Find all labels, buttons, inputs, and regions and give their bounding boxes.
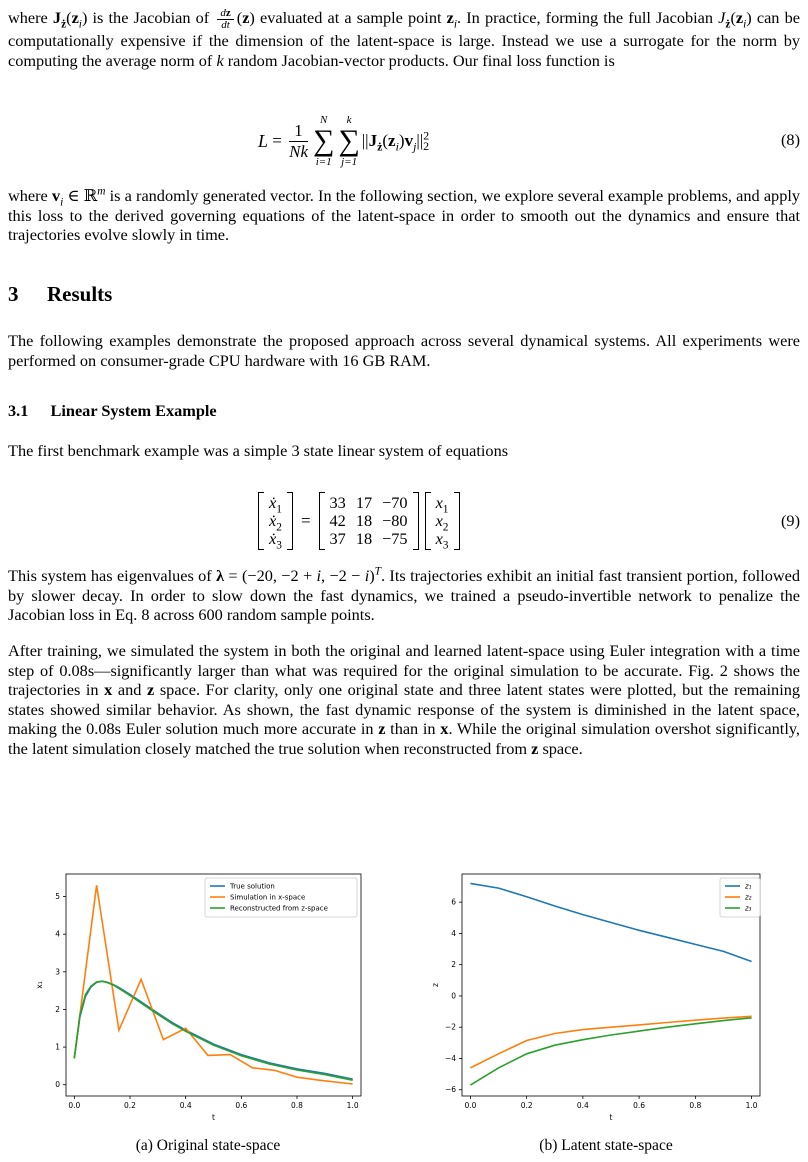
matrix-cell: −75 <box>382 529 408 548</box>
text-span: 0.08 <box>59 660 88 680</box>
series-line-3 <box>74 981 352 1080</box>
text-span: After training, we simulated the system in both the original and learned latent-space using Euler integration with a time step of <box>8 641 800 680</box>
text-span: s Euler solution much more accurate in <box>114 719 374 738</box>
paragraph-linear-system: The first benchmark example was a simple 3 state linear system of equations <box>8 441 509 460</box>
legend-label: Reconstructed from z-space <box>230 904 328 913</box>
x-tick-label: 0.8 <box>291 1101 303 1110</box>
matrix-cell: −80 <box>382 511 408 530</box>
section-number: 3 <box>8 282 19 306</box>
text-span: space. <box>542 738 583 758</box>
series-line-1 <box>470 883 751 961</box>
equation-8: L = $\frac{1}{Nk}$ N ∑ i=1 k ∑ j=1 $||J_ż(z_i)v_j||^2_2$ (8) <box>258 114 800 168</box>
text-span: z <box>147 680 155 699</box>
y-tick-label: 0 <box>55 1080 60 1090</box>
x-axis-label: t <box>212 1113 215 1122</box>
paragraph-results-intro: The following examples demonstrate the proposed approach across several dynamical systems. All experiments were performed on consumer-grade CPU hardware with 16 GB RAM. <box>8 331 800 370</box>
matrix-cell: 18 <box>355 529 373 548</box>
x-tick-label: 0.6 <box>235 1101 248 1110</box>
chart-latent-state-space <box>426 864 766 1126</box>
figure-original-state-space <box>30 864 370 1126</box>
x-tick-label: 0.2 <box>124 1101 136 1110</box>
matrix-cell: −70 <box>382 493 408 512</box>
text-span: random sample points. <box>226 605 375 624</box>
text-span: evaluated at a sample point <box>259 8 442 28</box>
text-span: x <box>104 680 113 699</box>
y-tick-label: 4 <box>451 928 456 938</box>
text-span: . Its trajectories exhibit an initial fast transient portion, followed by slower decay. In order to slow down the fast dynamics, we trained a pseudo-invertible network to penalize the Jacobian loss in Eq. 8 across <box>8 566 800 624</box>
series-line-1 <box>74 981 352 1079</box>
x-tick-label: 0.2 <box>520 1101 533 1110</box>
x-tick-label: 0.0 <box>464 1101 477 1110</box>
legend-label: Simulation in x-space <box>230 893 306 902</box>
matrix-cell: 37 <box>329 529 346 548</box>
caption-a: (a) Original state-space <box>135 1137 281 1154</box>
x-tick-label: 0.6 <box>633 1101 646 1110</box>
x-tick-label: 0.4 <box>179 1101 192 1110</box>
equation-9: ẋ$_1$ ẋ$_2$ ẋ$_3$ = 33 17 −70 42 18 −80 37 18 −75 $x_1$ $x_2$ $x_3$ (9) <box>8 490 800 554</box>
text-span: . While the original simulation overshot significantly, the latent simulation closely matched the true solution when reconstructed from <box>8 719 801 758</box>
text-span: x <box>440 719 449 738</box>
x-tick-label: 0.4 <box>576 1101 589 1110</box>
x-tick-label: 0.8 <box>689 1101 702 1110</box>
y-tick-label: 6 <box>451 897 456 907</box>
equation-number: (9) <box>781 511 800 530</box>
figure-latent-state-space <box>426 864 766 1126</box>
matrix-cell: 33 <box>329 493 346 512</box>
text-span: where <box>8 8 48 28</box>
x-axis-label: t <box>609 1113 613 1122</box>
subsection-title: Linear System Example <box>50 401 217 420</box>
y-tick-label: 3 <box>55 967 60 977</box>
legend-label: z₃ <box>745 904 752 913</box>
y-tick-label: 0 <box>451 991 456 1001</box>
text-span: 0.08 <box>86 719 115 738</box>
x-tick-label: 1.0 <box>346 1101 359 1110</box>
y-tick-label: −6 <box>444 1085 456 1095</box>
paragraph-random-vector: where $v_i$ ∈ ℝ$^m$ is a randomly generated vector. In the following section, we explore several example problems, and apply this loss to the derived governing equations of the latent-space in order to smooth out the dynamics and ensure that trajectories evolve slowly in time. <box>8 185 801 244</box>
text-span: z <box>378 719 386 738</box>
y-tick-label: 5 <box>55 892 60 902</box>
text-span: is a randomly generated vector. In the following section, we explore several example problems, and apply this loss to the derived governing equations of the latent-space in order to smooth out the dynamics and ensure that trajectories evolve slowly in time. <box>8 186 801 244</box>
x-tick-label: 0.0 <box>68 1101 81 1110</box>
equation-number: (8) <box>781 130 800 149</box>
section-title: Results <box>47 282 113 306</box>
text-span: can be computationally expensive if the dimension of the latent-space is large. Instead we use a surrogate for the norm by computing the average norm of <box>8 8 800 70</box>
legend-label: True solution <box>230 882 275 891</box>
text-span: than in <box>390 719 436 738</box>
subsection-number: 3.1 <box>8 401 29 420</box>
y-axis-label: x₁ <box>35 981 44 989</box>
plot-frame <box>462 874 760 1096</box>
paragraph-simulation <box>8 641 800 758</box>
chart-original-state-space <box>30 864 370 1126</box>
legend-label: z₁ <box>745 882 752 891</box>
text-span: space. For clarity, only one original state and three latent states were plotted, but the remaining states showed similar behavior. As shown, the fast dynamic response of the system is diminished in the latent space, making the <box>8 680 800 738</box>
matrix-cell: 42 <box>329 511 346 530</box>
y-tick-label: −2 <box>444 1022 456 1032</box>
legend-label: z₂ <box>745 893 752 902</box>
text-span: random Jacobian-vector products. Our final loss function is <box>227 50 615 70</box>
text-span: s—significantly larger than what was required for the original simulation to be accurate. Fig. 2 shows the trajectories in <box>8 660 801 699</box>
text-span: 600 <box>198 605 223 624</box>
text-span: This system has eigenvalues of <box>8 566 212 585</box>
section-heading <box>8 282 112 307</box>
y-tick-label: 4 <box>55 929 60 939</box>
y-tick-label: 2 <box>55 1004 60 1014</box>
y-tick-label: 2 <box>451 960 456 970</box>
y-tick-label: −4 <box>444 1053 456 1063</box>
matrix-cell: 17 <box>355 493 373 512</box>
text-span: where <box>8 186 48 205</box>
x-tick-label: 1.0 <box>745 1101 758 1110</box>
text-span: . In practice, forming the full Jacobian <box>457 8 714 28</box>
subsection-heading <box>8 401 217 421</box>
text-span: and <box>117 680 142 699</box>
y-axis-label: z <box>431 983 440 987</box>
y-tick-label: 1 <box>55 1042 60 1052</box>
paragraph-jacobian: where $J_ż(z_i)$ is the Jacobian of $\frac{dz}{dt}$ (z) evaluated at a sample point $z_i$. In practice, forming the full Jacobian $J_ż(z_i)$ can be computationally expensive if the dimension of the latent-space is large. Instead we use a surrogate for the norm by computing the average norm of k random Jacobian-vector products. Our final loss function is <box>8 7 800 70</box>
matrix-cell: 18 <box>355 511 373 530</box>
text-span: z <box>531 738 539 758</box>
caption-b: (b) Latent state-space <box>539 1137 673 1154</box>
paragraph-eigenvalues: This system has eigenvalues of λ = (−20, −2 + i, −2 − i)$^T$. Its trajectories exhibit an initial fast transient portion, followed by slower decay. In order to slow down the fast dynamics, we trained a pseudo-invertible network to penalize the Jacobian loss in Eq. 8 across 600 random sample points. <box>8 565 800 624</box>
text-span: is the Jacobian of <box>92 8 210 28</box>
